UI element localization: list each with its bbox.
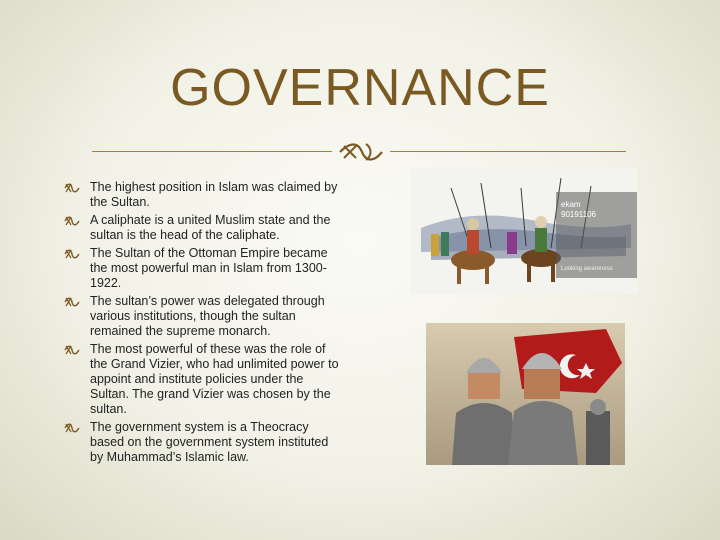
- bullet-item: [64, 342, 344, 417]
- bullet-item: [64, 294, 344, 339]
- bullet-text: The government system is a Theocracy based on the government system instituted by Muhammad’s Islamic law.: [90, 420, 329, 464]
- bullet-flourish-icon: [64, 248, 80, 260]
- bullet-text: The most powerful of these was the role of the Grand Vizier, who had unlimited power to appoint and institute policies under the Sultan. The grand Vizier was chosen by the sultan.: [90, 342, 339, 416]
- bullet-list: [64, 180, 344, 468]
- title-divider-left: [92, 151, 332, 152]
- bullet-text: The highest position in Islam was claimed by the Sultan.: [90, 180, 338, 209]
- bullet-flourish-icon: [64, 182, 80, 194]
- cavalry-battle-image: [411, 168, 637, 294]
- watermark-footer: Looking awareness: [561, 266, 613, 272]
- ottoman-soldiers-image: [426, 323, 625, 465]
- slide-title: GOVERNANCE: [170, 59, 550, 117]
- bullet-flourish-icon: [64, 344, 80, 356]
- watermark-line: ekam: [561, 200, 581, 209]
- bullet-item: [64, 213, 344, 243]
- bullet-text: A caliphate is a united Muslim state and the sultan is the head of the caliphate.: [90, 213, 331, 242]
- title-divider-right: [390, 151, 626, 152]
- bullet-item: [64, 246, 344, 291]
- bullet-item: [64, 180, 344, 210]
- bullet-text: The sultan’s power was delegated through various institutions, though the sultan remained the supreme monarch.: [90, 294, 325, 338]
- bullet-text: The Sultan of the Ottoman Empire became the most powerful man in Islam from 1300-1922.: [90, 246, 328, 290]
- bullet-flourish-icon: [64, 296, 80, 308]
- flourish-icon: [336, 138, 386, 166]
- bullet-flourish-icon: [64, 422, 80, 434]
- watermark-text: [561, 200, 596, 220]
- bullet-flourish-icon: [64, 215, 80, 227]
- soldiers-photo: [426, 323, 625, 465]
- watermark-line: 90191106: [561, 210, 596, 219]
- bullet-item: [64, 420, 344, 465]
